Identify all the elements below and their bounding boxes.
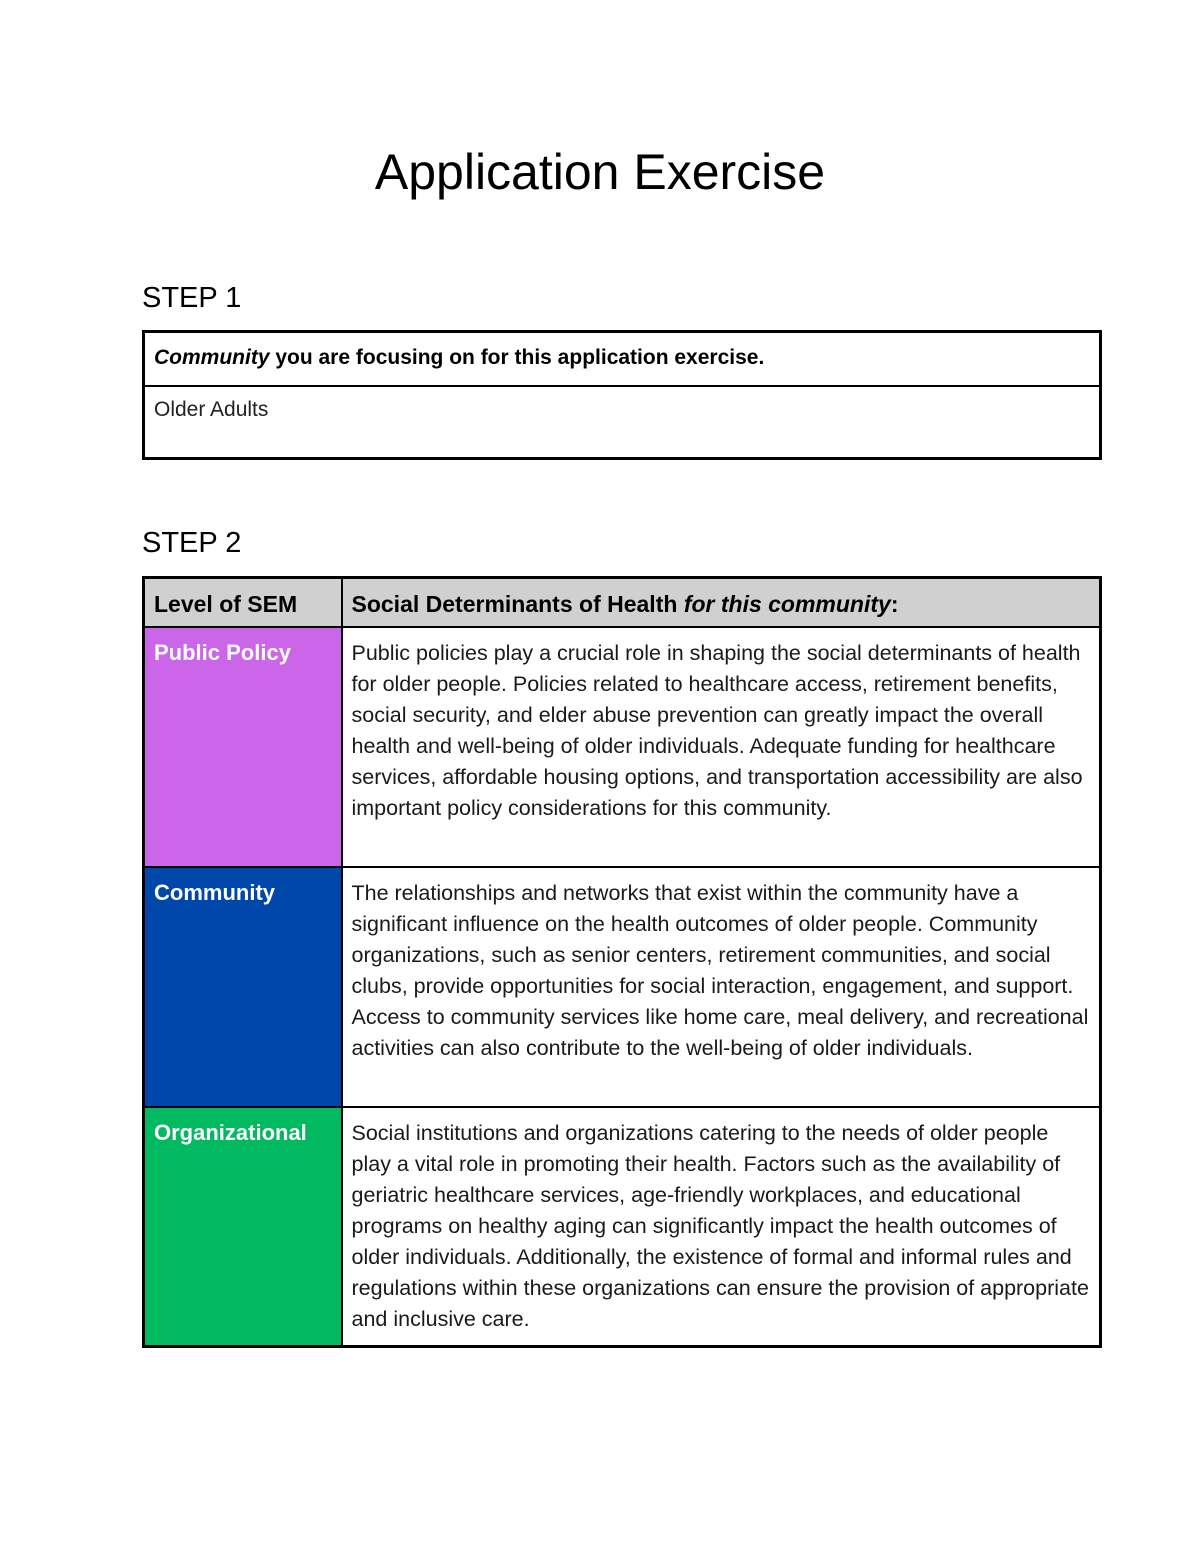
description-cell-organizational: Social institutions and organizations catering to the needs of older people play a vital role in promoting their health. Factors such as the availability of geriatric healthcare services, age-friendly workplaces, and educational programs on healthy aging can significantly impact the health outcomes of older individuals. Additionally, the existence of formal and informal rules and regulations within these organizations can ensure the provision of appropriate and inclusive care. bbox=[342, 1107, 1101, 1347]
step1-question-rest: you are focusing on for this application exercise. bbox=[269, 346, 765, 369]
header-sdoh-start: Social Determinants of Health bbox=[351, 591, 684, 617]
level-cell-organizational: Organizational bbox=[144, 1107, 342, 1347]
table-row bbox=[144, 627, 1101, 867]
header-sdoh-emphasis: for this community bbox=[683, 591, 891, 617]
header-level-of-sem: Level of SEM bbox=[144, 578, 342, 627]
sem-table-header-row bbox=[144, 578, 1101, 627]
table-row bbox=[144, 1107, 1101, 1347]
level-cell-public-policy: Public Policy bbox=[144, 627, 342, 867]
step1-answer: Older Adults bbox=[154, 398, 269, 421]
step1-heading: STEP 1 bbox=[142, 282, 242, 314]
step1-question bbox=[145, 333, 1099, 387]
page-title: Application Exercise bbox=[374, 144, 826, 200]
step1-table bbox=[142, 330, 1102, 460]
description-cell-public-policy: Public policies play a crucial role in shaping the social determinants of health for older people. Policies related to healthcare access, retirement benefits, social security, and elder abuse prevention can greatly impact the overall health and well-being of older individuals. Adequate funding for healthcare services, affordable housing options, and transportation accessibility are also important policy considerations for this community. bbox=[342, 627, 1101, 867]
sem-table bbox=[142, 576, 1102, 1348]
step1-question-emphasis: Community bbox=[154, 346, 270, 369]
step2-heading: STEP 2 bbox=[142, 527, 242, 559]
header-sdoh-end: : bbox=[890, 591, 899, 617]
header-sdoh bbox=[342, 578, 1101, 627]
level-cell-community: Community bbox=[144, 867, 342, 1107]
description-cell-community: The relationships and networks that exist within the community have a significant influence on the health outcomes of older people. Community organizations, such as senior centers, retirement communities, and social clubs, provide opportunities for social interaction, engagement, and support. Access to community services like home care, meal delivery, and recreational activities can also contribute to the well-being of older individuals. bbox=[342, 867, 1101, 1107]
table-row bbox=[144, 867, 1101, 1107]
